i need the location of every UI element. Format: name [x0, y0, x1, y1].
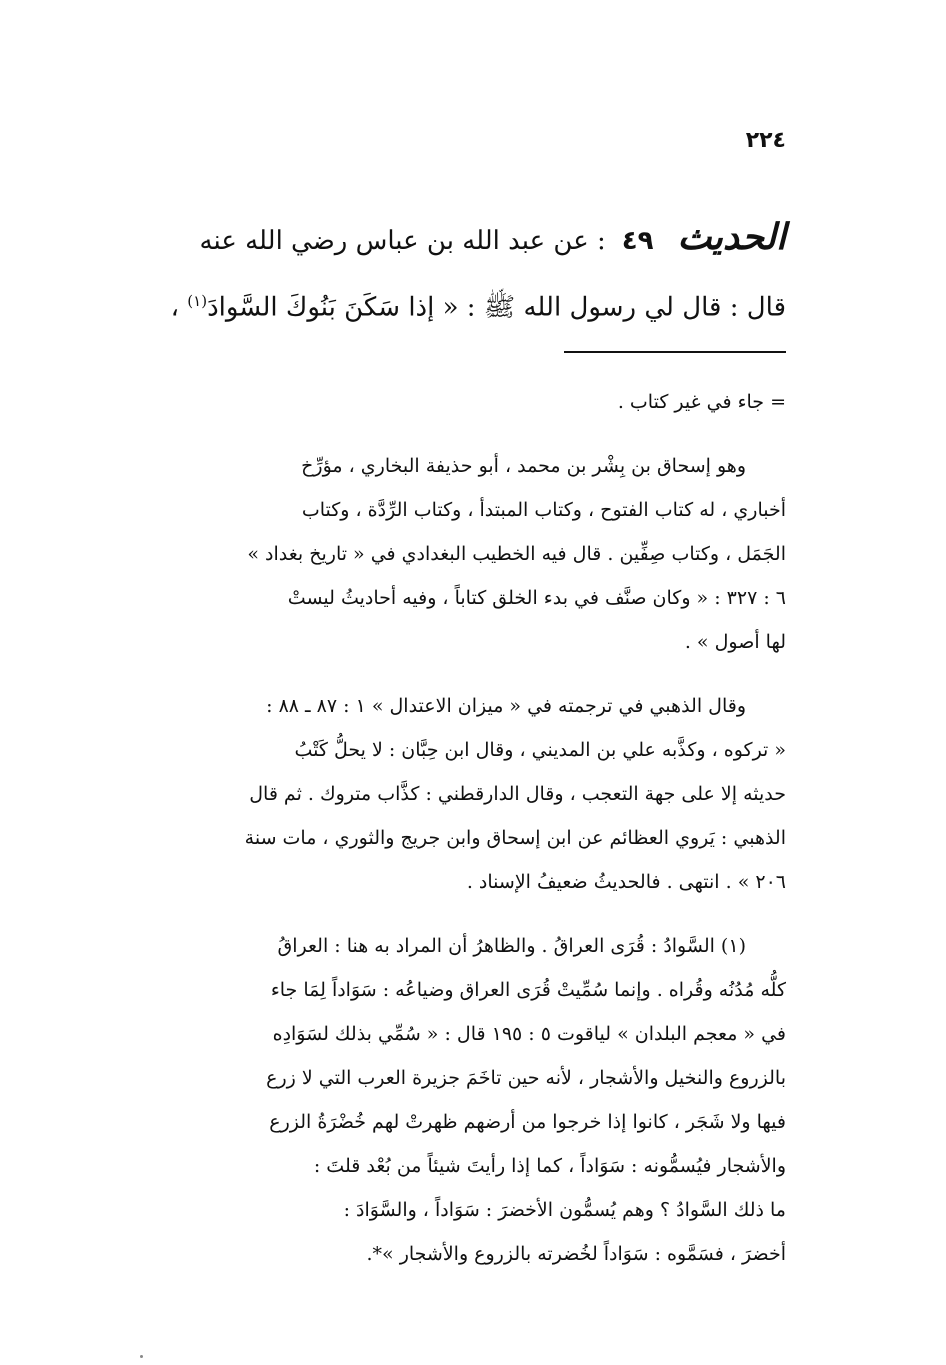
note-line: وقال الذهبي في ترجمته في « ميزان الاعتدال » ١ : ٨٧ ـ ٨٨ :	[266, 695, 746, 717]
page-number: ٢٢٤	[745, 128, 786, 153]
hadith-line-2	[136, 269, 786, 333]
hadith-number: ٤٩	[621, 226, 654, 256]
note-line: أخضرَ ، فسَمَّوه : سَوَاداً لخُضرته بالزروع والأشجار »*.	[366, 1243, 786, 1265]
hadith-line-1-text: : عن عبد الله بن عباس رضي الله عنه	[199, 226, 606, 256]
spacer	[136, 904, 786, 924]
note-line: كلُّه مُدُنُه وقُراه . وإنما سُمِّيتْ قُرَى العراق وضياعُه : سَوَاداً لِمَا جاء	[270, 979, 786, 1001]
note-line: لها أصول » .	[684, 631, 786, 653]
spacer	[136, 424, 786, 444]
footnote-reference: (١)	[187, 292, 208, 310]
note-line: فيها ولا شَجَر ، كانوا إذا خرجوا من أرضهم ظهرتْ لهم خُضْرَةُ الزرع	[269, 1111, 786, 1133]
footnote-separator	[564, 351, 786, 353]
note-line: (١) السَّوادُ : قُرَى العراقُ . والظاهرُ أن المراد به هنا : العراقُ	[277, 935, 746, 957]
note-line: « تركوه ، وكذَّبه علي بن المديني ، وقال ابن حِبَّان : لا يحلُّ كَتْبُ	[294, 739, 786, 761]
hadith-text	[136, 205, 786, 333]
note-line: وهو إسحاق بن بِشْر بن محمد ، أبو حذيفة البخاري ، مؤرِّخ	[301, 455, 746, 477]
note-line: حديثه إلا على جهة التعجب ، وقال الدارقطني : كذَّاب متروك . ثم قال	[249, 783, 786, 805]
note-line: في « معجم البلدان » لياقوت ٥ : ١٩٥ قال : « سُمِّي بذلك لسَوَادِه	[272, 1023, 786, 1045]
footnote-1	[136, 924, 786, 1276]
note-line: الذهبي : يَروي العظائم عن ابن إسحاق وابن جريج والثوري ، مات سنة	[244, 827, 786, 849]
note-line: ٦ : ٣٢٧ : « وكان صنَّف في بدء الخلق كتاباً ، وفيه أحاديثُ ليستْ	[287, 587, 786, 609]
note-line: بالزروع والنخيل والأشجار ، لأنه حين تاخَمَ جزيرة العرب التي لا زرع	[266, 1067, 786, 1089]
note-paragraph-2	[136, 684, 786, 904]
hadith-line-2-end: ،	[170, 292, 180, 323]
note-paragraph-1	[136, 444, 786, 664]
note-continuation: = جاء في غير كتاب .	[617, 391, 786, 413]
hadith-line-2-text: قال : قال لي رسول الله ﷺ : « إذا سَكَنَ بَنُوكَ السَّوادَ	[207, 292, 786, 323]
note-line: الجَمَل ، وكتاب صِفِّين . قال فيه الخطيب البغدادي في « تاريخ بغداد »	[247, 543, 786, 565]
hadith-line-1	[136, 205, 786, 269]
note-line: والأشجار فيُسمُّونه : سَوَاداً ، كما إذا رأيتَ شيئاً من بُعْد قلتَ :	[313, 1155, 786, 1177]
note-line: أخباري ، له كتاب الفتوح ، وكتاب المبتدأ ، وكتاب الرِّدَّة ، وكتاب	[301, 499, 786, 521]
note-line: ما ذلك السَّوادُ ؟ وهم يُسمُّون الأخضرَ : سَوَاداً ، والسَّوَادَ :	[343, 1199, 786, 1221]
spacer	[136, 664, 786, 684]
scan-speck	[140, 1355, 143, 1358]
notes-section	[136, 380, 786, 1276]
note-line: ٢٠٦ » . انتهى . فالحديثُ ضعيفُ الإسناد .	[466, 871, 786, 893]
hadith-heading: الحديث	[677, 216, 786, 258]
